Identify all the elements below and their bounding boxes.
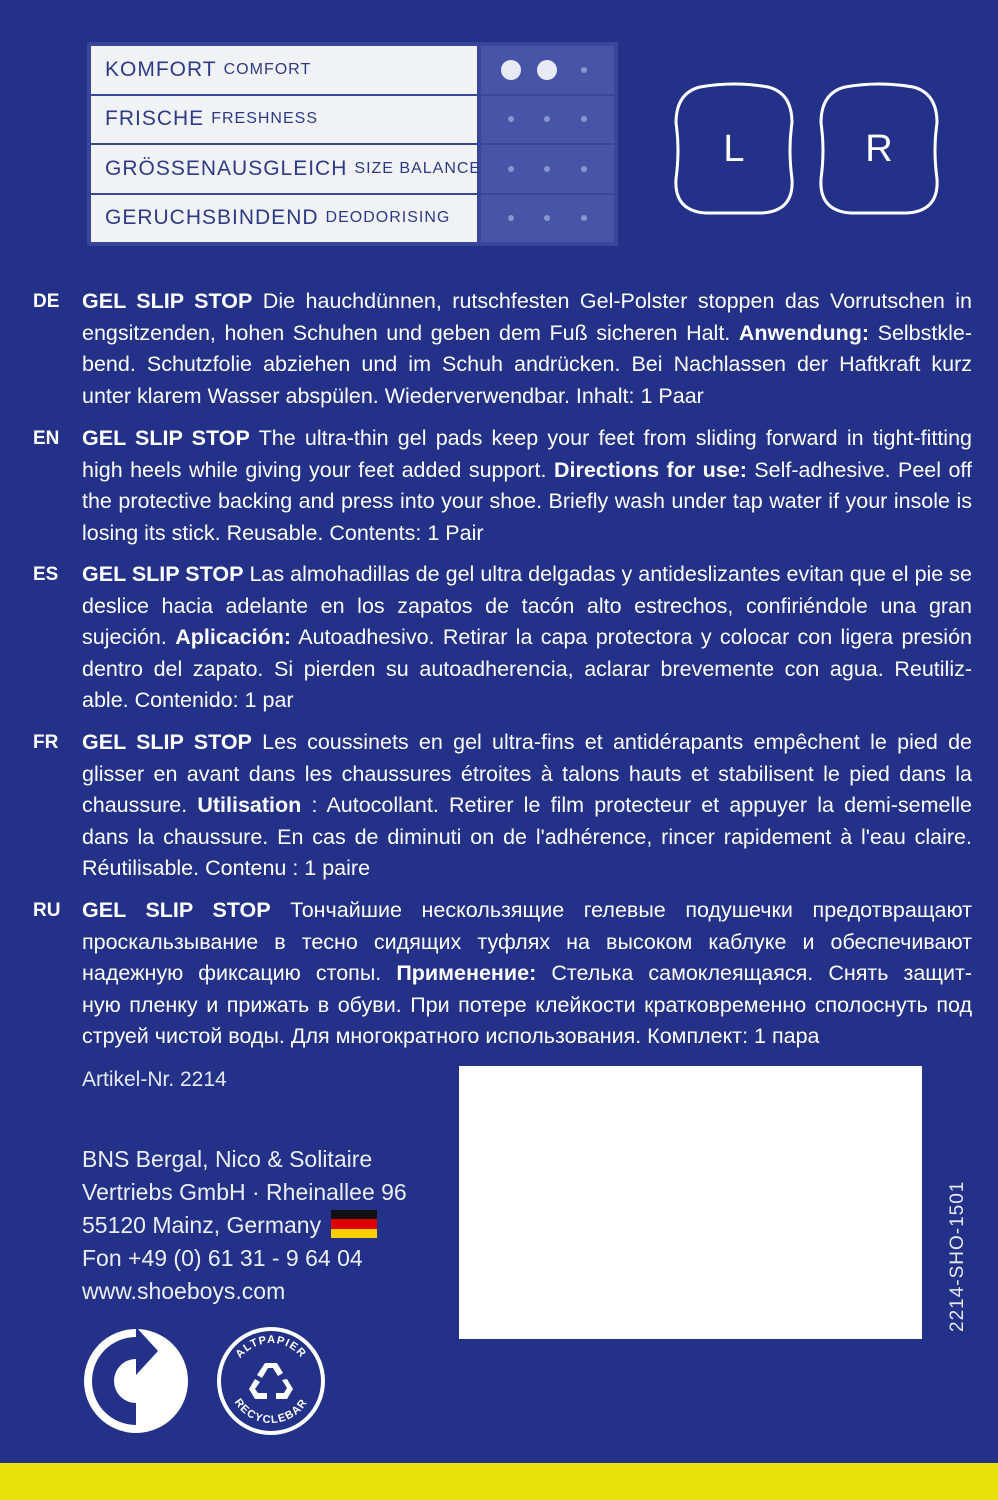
feature-label: GERUCHSBINDEND	[105, 206, 319, 230]
rating-dots	[481, 145, 614, 193]
rating-dot	[544, 116, 550, 122]
bottom-accent-bar	[0, 1463, 998, 1500]
rating-dot	[508, 166, 514, 172]
language-code: ES	[33, 564, 59, 585]
insole-right-icon	[815, 79, 943, 219]
product-name: GEL SLIP STOP	[82, 898, 271, 922]
language-code: RU	[33, 900, 61, 921]
rating-dot	[508, 116, 514, 122]
product-name: GEL SLIP STOP	[82, 289, 253, 313]
product-name: GEL SLIP STOP	[82, 426, 250, 450]
rating-dot	[581, 215, 587, 221]
badge-bottom-text: RECYCLEBAR	[231, 1396, 311, 1427]
insole-left-label: L	[723, 127, 745, 170]
phone-number: Fon +49 (0) 61 31 - 9 64 04	[82, 1245, 363, 1271]
feature-row-geruchsbindend	[91, 195, 614, 243]
rating-dot	[581, 166, 587, 172]
rating-dot	[581, 67, 587, 73]
address-line: Vertriebs GmbH · Rheinallee 96	[82, 1179, 407, 1205]
label-box	[459, 1066, 922, 1339]
address-line: BNS Bergal, Nico & Solitaire	[82, 1146, 373, 1172]
feature-row-komfort	[91, 46, 614, 94]
green-dot-icon	[82, 1327, 190, 1435]
rating-dot	[544, 215, 550, 221]
product-code: 2214-SHO-1501	[947, 1180, 968, 1332]
company-address	[82, 1143, 407, 1308]
website: www.shoeboys.com	[82, 1278, 286, 1304]
rating-dot	[537, 60, 557, 80]
rating-dots	[481, 46, 614, 94]
address-line: 55120 Mainz, Germany	[82, 1212, 322, 1238]
rating-dots	[481, 195, 614, 243]
germany-flag-icon	[331, 1210, 377, 1238]
language-code: EN	[33, 428, 60, 449]
feature-sublabel: DEODORISING	[325, 209, 451, 227]
badge-top-text: ALTPAPIER	[233, 1333, 309, 1361]
rating-dots	[481, 96, 614, 144]
feature-sublabel: FRESHNESS	[211, 110, 318, 128]
feature-row-frische	[91, 96, 614, 144]
rating-dot	[508, 215, 514, 221]
feature-row-groessenausgleich	[91, 145, 614, 193]
insole-left-icon	[670, 79, 798, 219]
feature-label: FRISCHE	[105, 107, 205, 131]
recycle-paper-icon	[215, 1325, 327, 1437]
language-code: DE	[33, 291, 60, 312]
feature-table	[87, 42, 618, 246]
feature-label: GRÖSSENAUSGLEICH	[105, 156, 348, 180]
insole-right-label: R	[865, 127, 893, 170]
feature-label: KOMFORT	[105, 57, 217, 81]
feature-sublabel: SIZE BALANCE	[354, 159, 482, 177]
rating-dot	[581, 116, 587, 122]
rating-dot	[501, 60, 521, 80]
product-name: GEL SLIP STOP	[82, 562, 244, 586]
feature-sublabel: COMFORT	[223, 60, 312, 78]
rating-dot	[544, 166, 550, 172]
article-number: Artikel-Nr. 2214	[82, 1068, 227, 1091]
language-code: FR	[33, 732, 59, 753]
product-name: GEL SLIP STOP	[82, 730, 252, 754]
